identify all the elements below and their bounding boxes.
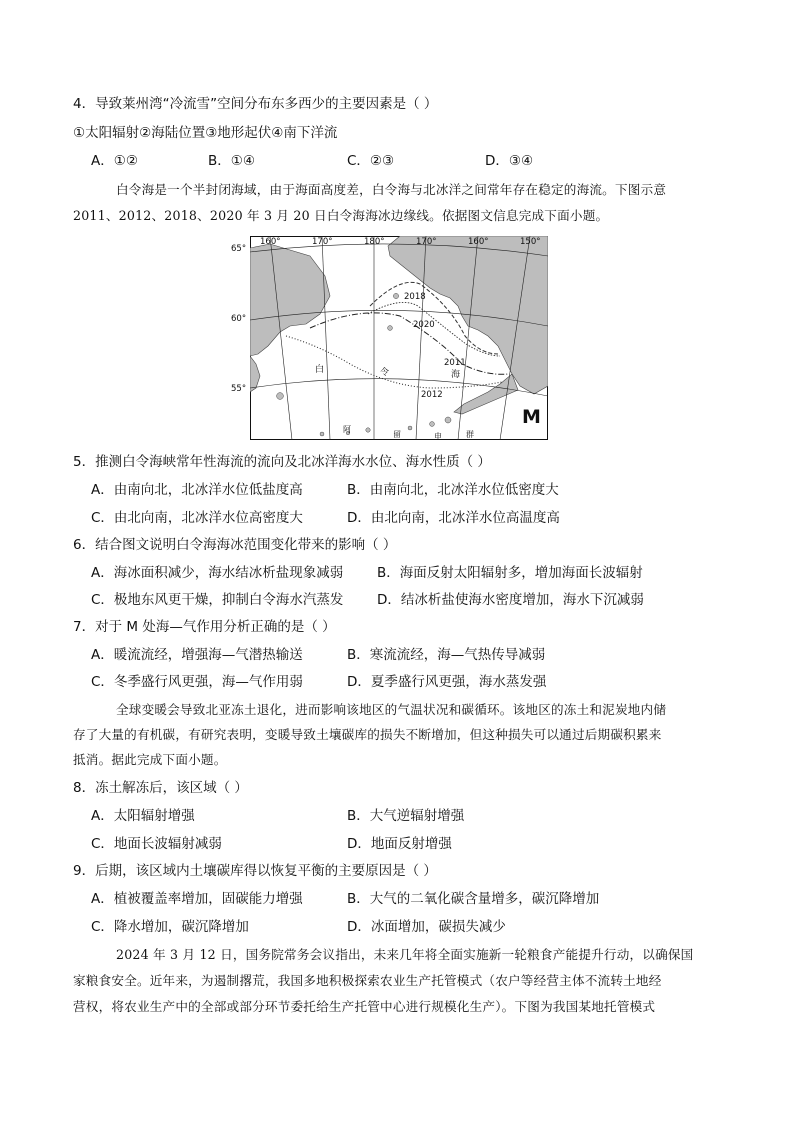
- lat-label-1: 60°: [231, 314, 247, 324]
- passage3-line2: 家粮食安全。近年来，为遏制撂荒，我国多地积极探索农业生产托管模式（农户等经营主体不流转土地经: [73, 973, 662, 988]
- q7-stem: 7．对于 M 处海—气作用分析正确的是（ ）: [73, 619, 336, 635]
- island: [366, 428, 370, 432]
- q5-option-b: B．由南向北，北冰洋水位低密度大: [347, 482, 559, 498]
- year-label-2018: 2018: [404, 292, 426, 302]
- lon-label-0: 160°: [260, 237, 281, 247]
- island-char-3: 申: [434, 432, 442, 441]
- q9-option-b: B．大气的二氧化碳含量增多，碳沉降增加: [347, 891, 600, 907]
- q5-option-a: A．由南向北，北冰洋水位低盐度高: [91, 482, 303, 498]
- q7-option-d: D．夏季盛行风更强，海水蒸发强: [347, 674, 547, 690]
- passage1-line2: 2011、2012、2018、2020 年 3 月 20 日白令海海冰边缘线。依据图文信息完成下面小题。: [73, 208, 609, 223]
- year-label-2011: 2011: [444, 358, 466, 368]
- q7-option-b: B．寒流流经，海—气热传导减弱: [347, 647, 546, 663]
- island: [393, 293, 398, 298]
- year-label-2012: 2012: [421, 390, 443, 400]
- sea-char-2: 令: [380, 368, 390, 378]
- lat-label-2: 55°: [231, 384, 247, 394]
- year-label-2020: 2020: [413, 320, 435, 330]
- q5-stem: 5．推测白令海峡常年性海流的流向及北冰洋海水水位、海水性质（ ）: [73, 454, 491, 470]
- bering-sea-ice-map: [250, 236, 548, 440]
- passage3-line3: 营权，将农业生产中的全部或部分环节委托给生产托管中心进行规模化生产）。下图为我国某地托管模式: [73, 999, 656, 1014]
- q9-option-d: D．冰面增加，碳损失减少: [347, 919, 506, 935]
- q4-items: ①太阳辐射②海陆位置③地形起伏④南下洋流: [73, 125, 338, 141]
- sea-char-1: 白: [315, 365, 325, 375]
- lon-label-5: 150°: [520, 237, 541, 247]
- island: [445, 417, 451, 423]
- island: [320, 432, 324, 436]
- q9-option-a: A．植被覆盖率增加，固碳能力增强: [91, 891, 303, 907]
- island-char-2: 留: [393, 430, 401, 439]
- passage2-line2: 存了大量的有机碳，有研究表明，变暖导致土壤碳库的损失不断增加，但这种损失可以通过后期碳积累来: [73, 727, 662, 742]
- q5-option-d: D．由北向南，北冰洋水位高温度高: [347, 510, 560, 526]
- island: [388, 326, 393, 331]
- passage1-line1: 白令海是一个半封闭海域，由于海面高度差，白令海与北冰洋之间常年存在稳定的海流。下图示意: [116, 182, 667, 197]
- q4-option-d: D．③④: [485, 153, 534, 169]
- q7-option-c: C．冬季盛行风更强，海—气作用弱: [91, 674, 303, 690]
- sea-char-3: 海: [451, 370, 461, 380]
- lon-label-1: 170°: [312, 237, 333, 247]
- passage2-line1: 全球变暖会导致北亚冻土退化，进而影响该地区的气温状况和碳循环。该地区的冻土和泥炭地内储: [116, 702, 667, 717]
- q8-option-a: A．太阳辐射增强: [91, 808, 195, 824]
- q7-option-a: A．暖流流经，增强海—气潜热输送: [91, 647, 303, 663]
- q5-option-c: C．由北向南，北冰洋水位高密度大: [91, 510, 303, 526]
- q6-option-d: D．结冰析盐使海水密度增加，海水下沉减弱: [377, 592, 644, 608]
- q6-option-b: B．海面反射太阳辐射多，增加海面长波辐射: [377, 565, 643, 581]
- q8-option-b: B．大气逆辐射增强: [347, 808, 465, 824]
- lon-label-4: 160°: [468, 237, 489, 247]
- island: [430, 422, 435, 427]
- q8-option-c: C．地面长波辐射减弱: [91, 836, 222, 852]
- passage3-line1: 2024 年 3 月 12 日，国务院常务会议指出，未来几年将全面实施新一轮粮食产能提升行动，以确保国: [116, 947, 694, 962]
- q6-option-c: C．极地东风更干燥，抑制白令海水汽蒸发: [91, 592, 344, 608]
- q4-stem: 4．导致莱州湾“冷流雪”空间分布东多西少的主要因素是（ ）: [73, 96, 438, 112]
- island-char-1: 阿: [343, 425, 351, 434]
- q4-option-c: C．②③: [347, 153, 395, 169]
- island-char-4: 群: [466, 430, 474, 439]
- island: [277, 393, 284, 400]
- q4-option-a: A．①②: [91, 153, 138, 169]
- q9-option-c: C．降水增加，碳沉降增加: [91, 919, 249, 935]
- q8-option-d: D．地面反射增强: [347, 836, 452, 852]
- q6-stem: 6．结合图文说明白令海海冰范围变化带来的影响（ ）: [73, 537, 397, 553]
- q9-stem: 9．后期，该区域内土壤碳库得以恢复平衡的主要原因是（ ）: [73, 863, 437, 879]
- point-m-label: M: [522, 406, 541, 428]
- lon-label-3: 170°: [416, 237, 437, 247]
- passage2-line3: 抵消。据此完成下面小题。: [73, 752, 227, 767]
- lon-label-2: 180°: [364, 237, 385, 247]
- q4-option-b: B．①④: [208, 153, 255, 169]
- island: [408, 426, 412, 430]
- q6-option-a: A．海冰面积减少，海水结冰析盐现象减弱: [91, 565, 344, 581]
- lat-label-0: 65°: [231, 244, 247, 254]
- q8-stem: 8．冻土解冻后，该区域（ ）: [73, 780, 248, 796]
